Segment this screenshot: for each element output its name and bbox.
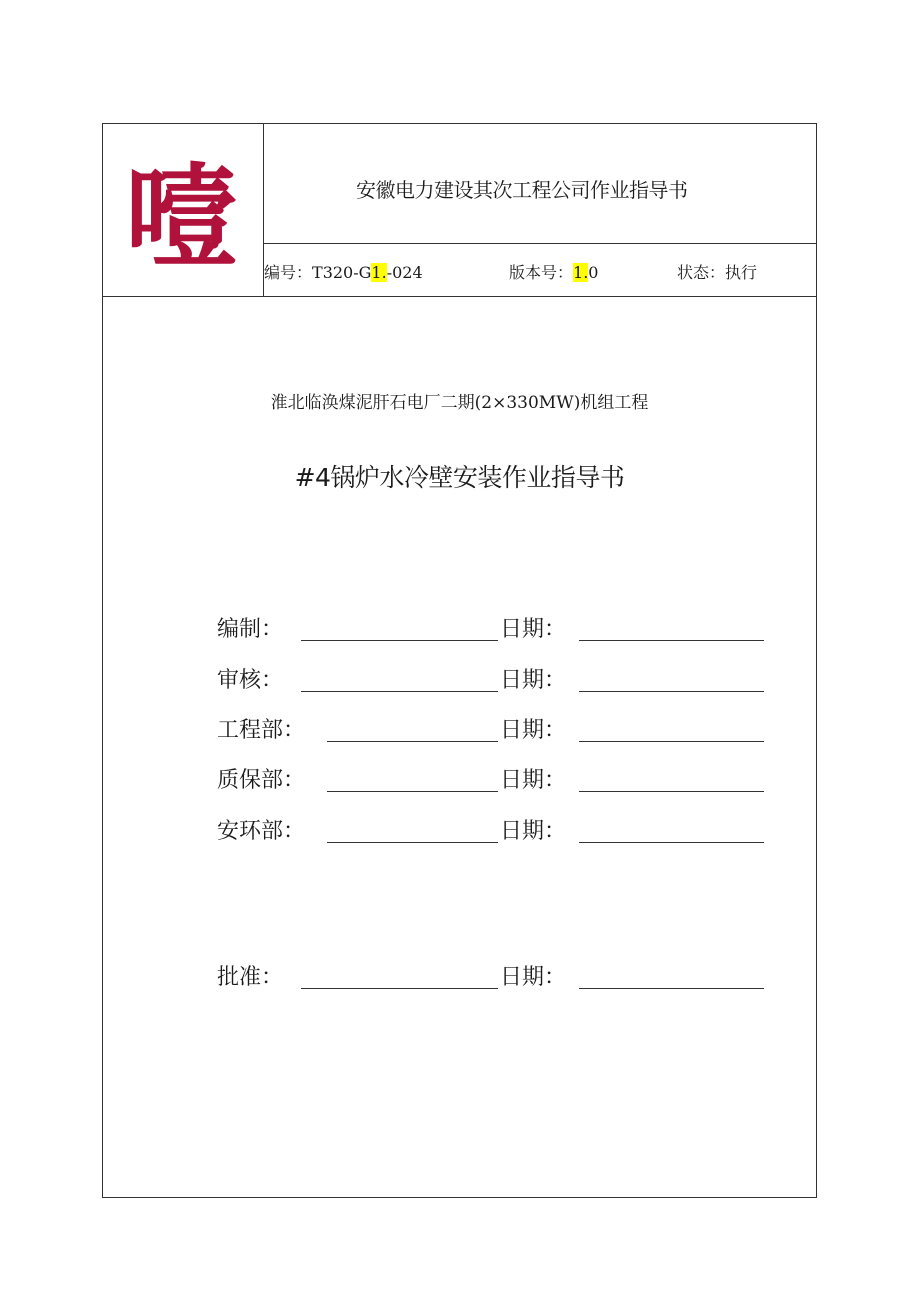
signature-row-engineering [103, 713, 816, 749]
company-title: 安徽电力建设其次工程公司作业指导书 [356, 178, 688, 202]
signature-label: 审核： [217, 668, 284, 693]
logo-cell [103, 124, 264, 297]
code-label: 编号： [264, 263, 313, 282]
date-line[interactable] [579, 691, 764, 692]
signature-row-compile [103, 612, 816, 648]
signature-label: 编制： [217, 617, 284, 642]
signature-line[interactable] [301, 640, 498, 641]
date-line[interactable] [579, 640, 764, 641]
company-cell [264, 124, 816, 244]
signature-row-approve [103, 960, 816, 996]
date-label: 日期： [500, 668, 567, 693]
version-highlight: 1. [573, 263, 589, 282]
signature-label: 安环部： [217, 819, 306, 844]
signature-line[interactable] [301, 988, 498, 989]
signature-row-quality [103, 763, 816, 799]
signature-label: 工程部： [217, 718, 306, 743]
company-logo: 噎 [125, 153, 237, 283]
date-label: 日期： [500, 617, 567, 642]
signature-row-review [103, 663, 816, 699]
project-name: 淮北临涣煤泥肝石电厂二期(2×330MW)机组工程 [270, 393, 649, 413]
document-title: #4锅炉水冷壁安装作业指导书 [294, 463, 625, 492]
date-line[interactable] [579, 842, 764, 843]
document-version [509, 260, 598, 283]
signature-line[interactable] [327, 741, 498, 742]
document-status: 状态：执行 [677, 263, 758, 282]
version-suffix: 0 [588, 263, 599, 282]
signature-row-safety [103, 814, 816, 850]
code-highlight: 1. [371, 263, 387, 282]
signature-line[interactable] [301, 691, 498, 692]
date-label: 日期： [500, 768, 567, 793]
document-frame [102, 123, 817, 1198]
date-line[interactable] [579, 791, 764, 792]
date-line[interactable] [579, 741, 764, 742]
signature-line[interactable] [327, 791, 498, 792]
document-code [264, 260, 423, 283]
code-suffix: -024 [386, 263, 423, 282]
signature-label: 质保部： [217, 768, 306, 793]
date-label: 日期： [500, 718, 567, 743]
signature-label: 批准： [217, 965, 284, 990]
date-line[interactable] [579, 988, 764, 989]
code-prefix: T320-G [312, 263, 372, 282]
date-label: 日期： [500, 819, 567, 844]
version-label: 版本号： [509, 263, 574, 282]
date-label: 日期： [500, 965, 567, 990]
meta-row [264, 244, 816, 297]
signature-line[interactable] [327, 842, 498, 843]
